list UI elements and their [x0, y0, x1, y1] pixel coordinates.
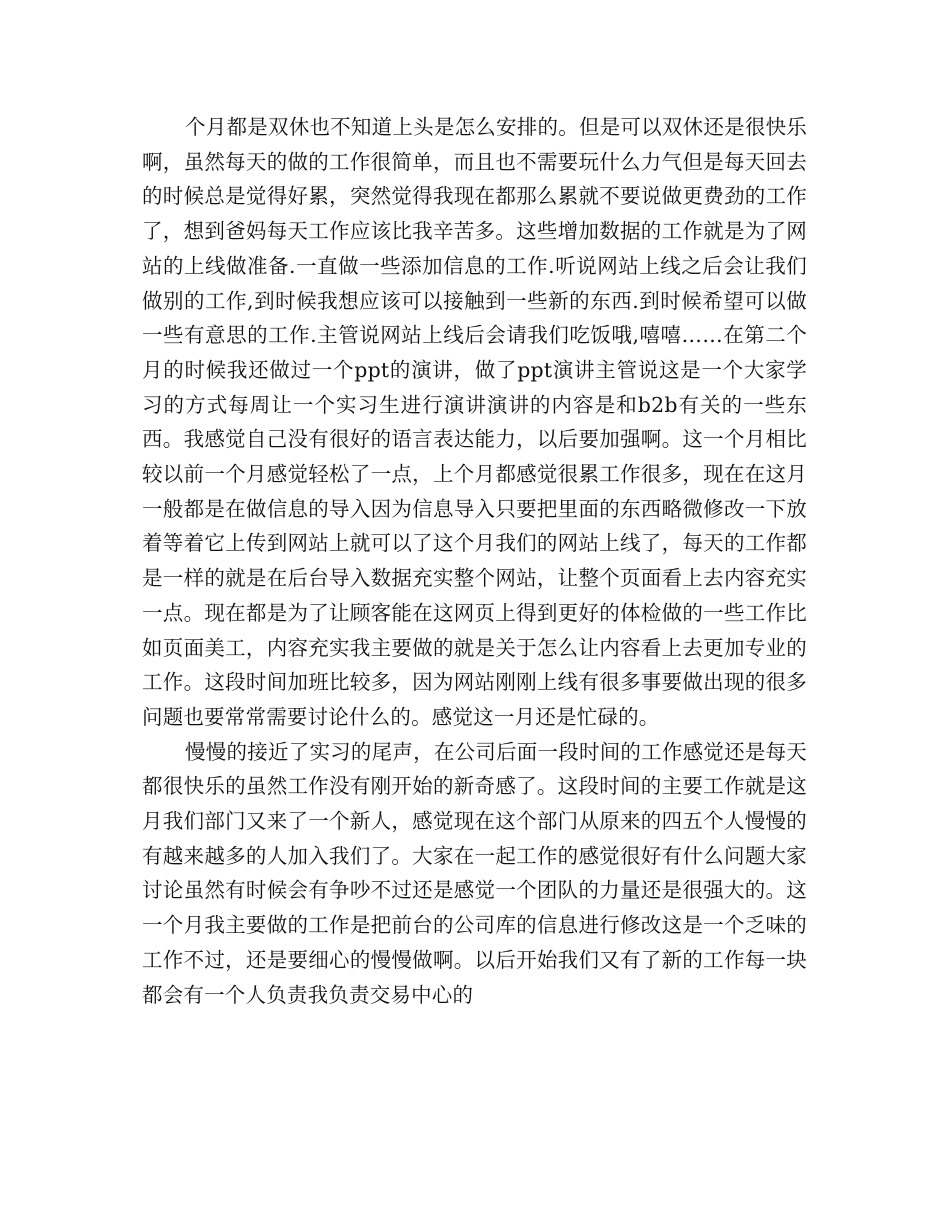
document-body: [142, 110, 807, 1012]
paragraph-1: 个月都是双休也不知道上头是怎么安排的。但是可以双休还是很快乐啊，虽然每天的做的工作很简单，而且也不需要玩什么力气但是每天回去的时候总是觉得好累，突然觉得我现在都那么累就不要说做更费劲的工作了，想到爸妈每天工作应该比我辛苦多。这些增加数据的工作就是为了网站的上线做准备.一直做一些添加信息的工作.听说网站上线之后会让我们做别的工作,到时候我想应该可以接触到一些新的东西.到时候希望可以做一些有意思的工作.主管说网站上线后会请我们吃饭哦,嘻嘻……在第二个月的时候我还做过一个ppt的演讲，做了ppt演讲主管说这是一个大家学习的方式每周让一个实习生进行演讲演讲的内容是和b2b有关的一些东西。我感觉自己没有很好的语言表达能力，以后要加强啊。这一个月相比较以前一个月感觉轻松了一点，上个月都感觉很累工作很多，现在在这月一般都是在做信息的导入因为信息导入只要把里面的东西略微修改一下放着等着它上传到网站上就可以了这个月我们的网站上线了，每天的工作都是一样的就是在后台导入数据充实整个网站，让整个页面看上去内容充实一点。现在都是为了让顾客能在这网页上得到更好的体检做的一些工作比如页面美工，内容充实我主要做的就是关于怎么让内容看上去更加专业的工作。这段时间加班比较多，因为网站刚刚上线有很多事要做出现的很多问题也要常常需要讨论什么的。感觉这一月还是忙碌的。: [142, 115, 807, 729]
paragraph-2: 慢慢的接近了实习的尾声，在公司后面一段时间的工作感觉还是每天都很快乐的虽然工作没有刚开始的新奇感了。这段时间的主要工作就是这月我们部门又来了一个新人，感觉现在这个部门从原来的四五个人慢慢的有越来越多的人加入我们了。大家在一起工作的感觉很好有什么问题大家讨论虽然有时候会有争吵不过还是感觉一个团队的力量还是很强大的。这一个月我主要做的工作是把前台的公司库的信息进行修改这是一个乏味的工作不过，还是要细心的慢慢做啊。以后开始我们又有了新的工作每一块都会有一个人负责我负责交易中心的: [142, 739, 807, 1007]
